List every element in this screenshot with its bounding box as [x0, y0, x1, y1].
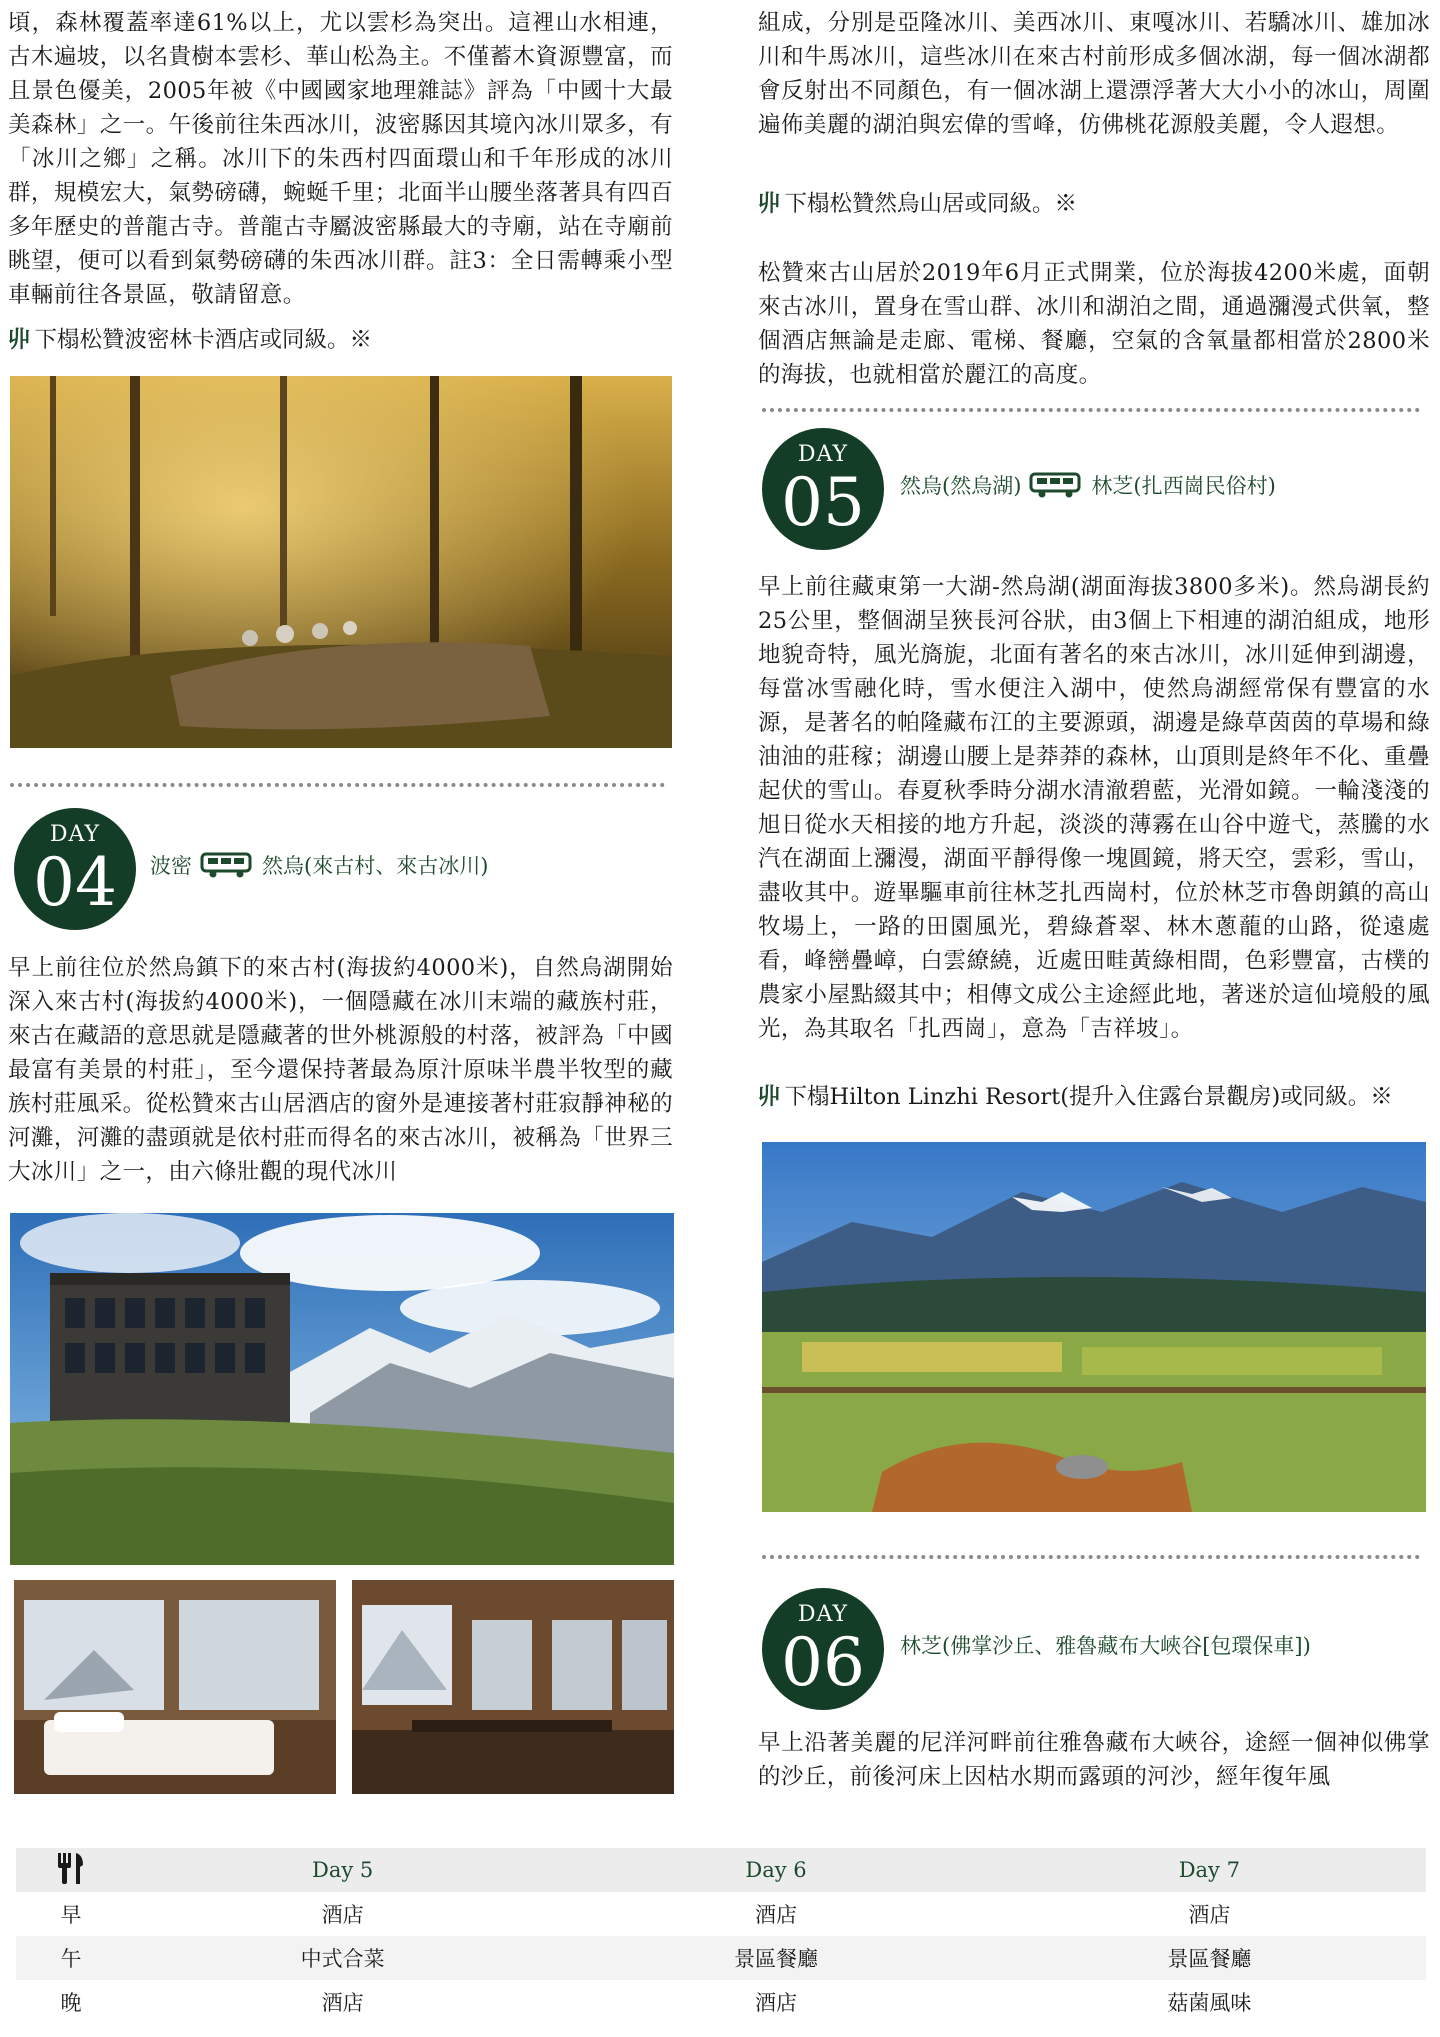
meals-header-cell: Day 7	[993, 1848, 1426, 1892]
section-divider	[10, 783, 665, 787]
day5-route	[900, 470, 1276, 500]
hotel-text: 下榻Hilton Linzhi Resort(提升入住露台景觀房)或同級。※	[784, 1084, 1393, 1110]
route-from: 波密	[150, 854, 192, 878]
meal-label: 晚	[60, 1991, 82, 2015]
route-text: 林芝(佛掌沙丘、雅魯藏布大峽谷[包環保車])	[900, 1634, 1311, 1658]
meal-cell: 景區餐廳	[559, 1936, 992, 1980]
day-number: 06	[781, 1624, 865, 1701]
meals-table	[16, 1848, 1426, 2024]
hotel-line-day3	[8, 323, 673, 357]
bus-icon	[200, 851, 254, 879]
meal-cell: 酒店	[754, 1903, 797, 1927]
day-label: DAY	[797, 1602, 849, 1627]
bed-icon: 丱	[758, 1084, 781, 1110]
songtsam-paragraph: 松贊來古山居於2019年6月正式開業，位於海拔4200米處，面朝來古冰川，置身在雪山群、冰川和湖泊之間，通過瀰漫式供氧，整個酒店無論是走廊、電梯、餐廳，空氣的含氧量都相當於2800米的海拔，也就相當於麗江的高度。	[758, 260, 1430, 388]
route-to: 林芝(扎西崗民俗村)	[1091, 474, 1276, 498]
day4-paragraph: 早上前往位於然烏鎮下的來古村(海拔約4000米)，自然烏湖開始深入來古村(海拔約4000米)，一個隱藏在冰川末端的藏族村莊，來古在藏語的意思就是隱藏著的世外桃源般的村落，被評為「中國最富有美景的村莊」，至今還保持著最為原汁原味半農半牧型的藏族村莊風采。從松贊來古山居酒店的窗外是連接著村莊寂靜神秘的河灘，河灘的盡頭就是依村莊而得名的來古冰川，被稱為「世界三大冰川」之一，由六條壯觀的現代冰川	[8, 955, 673, 1185]
day-label: DAY	[49, 822, 101, 847]
meals-header-cell: Day 6	[559, 1848, 992, 1892]
route-from: 然烏(然烏湖)	[900, 474, 1022, 498]
day-badge-06	[762, 1588, 884, 1710]
meals-header-row	[16, 1848, 1426, 1892]
utensils-icon	[16, 1848, 126, 1892]
hotel-line-day4	[758, 187, 1430, 221]
note-text: 註3：全日需轉乘小型車輛前往各景區，敬請留意。	[8, 248, 673, 308]
meal-cell: 景區餐廳	[993, 1936, 1426, 1980]
dining-room-photo	[352, 1580, 674, 1794]
day-badge-04	[14, 808, 136, 930]
day-number: 05	[781, 464, 865, 541]
bedroom-photo	[14, 1580, 336, 1794]
day6-paragraph: 早上沿著美麗的尼洋河畔前往雅魯藏布大峽谷，途經一個神似佛掌的沙丘，前後河床上因枯水期而露頭的河沙，經年復年風	[758, 1730, 1430, 1790]
meals-header-cell: Day 5	[126, 1848, 559, 1892]
bed-icon: 丱	[758, 191, 781, 217]
meal-cell: 酒店	[1188, 1903, 1231, 1927]
day-badge-05	[762, 428, 884, 550]
hotel-text: 下榻松贊然烏山居或同級。※	[784, 191, 1078, 217]
meal-cell: 酒店	[754, 1991, 797, 2015]
day-label: DAY	[797, 442, 849, 467]
meal-label: 早	[60, 1903, 82, 1927]
day-number: 04	[33, 844, 117, 921]
bed-icon: 丱	[8, 327, 31, 353]
hotel-line-day5	[758, 1080, 1430, 1114]
section-divider	[762, 1555, 1420, 1559]
meal-label: 午	[16, 1936, 126, 1980]
route-to: 然烏(來古村、來古冰川)	[262, 854, 489, 878]
hotel-exterior-photo	[10, 1213, 674, 1565]
day6-route	[900, 1630, 1311, 1660]
meal-cell: 酒店	[321, 1903, 364, 1927]
meals-row-breakfast	[16, 1892, 1426, 1936]
section-divider	[762, 408, 1420, 412]
day4-route	[150, 850, 488, 880]
meals-row-lunch	[16, 1936, 1426, 1980]
forest-photo	[10, 376, 672, 748]
intro-text: 頃，森林覆蓋率達61%以上，尤以雲杉為突出。這裡山水相連，古木遍坡，以名貴樹本雲杉、華山松為主。不僅蓄木資源豐富，而且景色優美，2005年被《中國國家地理雜誌》評為「中國十大最美森林」之一。午後前往朱西冰川，波密縣因其境內冰川眾多，有「冰川之鄉」之稱。冰川下的朱西村四面環山和千年形成的冰川群，規模宏大，氣勢磅礴，蜿蜒千里；北面半山腰坐落著具有四百多年歷史的普龍古寺。普龍古寺屬波密縣最大的寺廟，站在寺廟前眺望，便可以看到氣勢磅礴的朱西冰川群。	[8, 10, 673, 274]
meal-cell: 中式合菜	[126, 1936, 559, 1980]
meal-cell: 酒店	[321, 1991, 364, 2015]
day5-paragraph: 早上前往藏東第一大湖-然烏湖(湖面海拔3800多米)。然烏湖長約25公里，整個湖呈狹長河谷狀，由3個上下相連的湖泊組成，地形地貌奇特，風光旖旎，北面有著名的來古冰川，冰川延伸到湖邊，每當冰雪融化時，雪水便注入湖中，使然烏湖經常保有豐富的水源，是著名的帕隆藏布江的主要源頭，湖邊是綠草茵茵的草場和綠油油的莊稼；湖邊山腰上是莽莽的森林，山頂則是終年不化、重疊起伏的雪山。春夏秋季時分湖水清澈碧藍，光滑如鏡。一輪淺淺的旭日從水天相接的地方升起，淡淡的薄霧在山谷中遊弋，蒸騰的水汽在湖面上瀰漫，湖面平靜得像一塊圓鏡，將天空，雲彩，雪山，盡收其中。遊畢驅車前往林芝扎西崗村，位於林芝市魯朗鎮的高山牧場上，一路的田園風光，碧綠蒼翠、林木蔥蘢的山路，從遠處看，峰巒疊嶂，白雲繚繞，近處田畦黃綠相間，色彩豐富，古樸的農家小屋點綴其中；相傳文成公主途經此地，著迷於這仙境般的風光，為其取名「扎西崗」，意為「吉祥坡」。	[758, 574, 1430, 1042]
valley-photo	[762, 1142, 1426, 1512]
hotel-text: 下榻松贊波密林卡酒店或同級。※	[34, 327, 373, 353]
bus-icon	[1029, 471, 1083, 499]
forest-paragraph	[8, 6, 673, 312]
meal-cell: 菇菌風味	[1167, 1991, 1252, 2015]
meals-row-dinner	[16, 1980, 1426, 2024]
glacier-paragraph: 組成，分別是亞隆冰川、美西冰川、東嘎冰川、若驕冰川、雄加冰川和牛馬冰川，這些冰川在來古村前形成多個冰湖，每一個冰湖都會反射出不同顏色，有一個冰湖上還漂浮著大大小小的冰山，周圍遍佈美麗的湖泊與宏偉的雪峰，仿佛桃花源般美麗，令人遐想。	[758, 10, 1430, 138]
